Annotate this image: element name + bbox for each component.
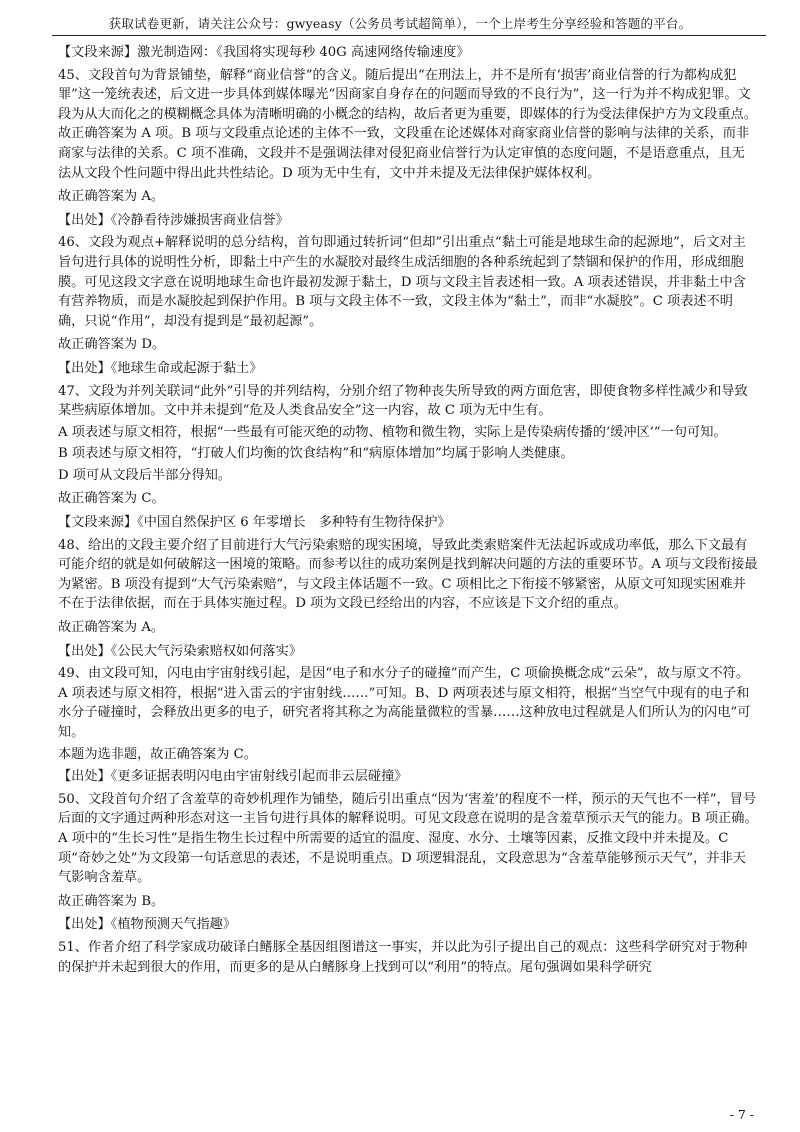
source-line: 【出处】《冷静看待涉嫌损害商业信誉》 [58, 212, 289, 228]
answer-line: 故正确答案为 A。 [58, 620, 165, 636]
source-line: 【出处】《地球生命或起源于黏土》 [58, 360, 263, 376]
answer-line: 故正确答案为 B。 [58, 893, 165, 909]
source-line: 【出处】《公民大气污染索赔权如何落实》 [58, 643, 302, 659]
paragraph: 48、给出的文段主要介绍了目前进行大气污染索赔的现实困境，导致此类索赔案件无法起诉或成功率低，那么下文最有可能介绍的就是如何破解这一困境的策略。而参考以往的成功案例是找到解决问题的方法的重要环节。A 项与文段衔接最为紧密。B 项没有提到“大气污染索赔”，与文段主体话题不一致。C 项相比之下衔接不够紧密，从原文可知现实困难并不在于法律依据，而在于具体实施过程。D 项为文段已经给出的内容，不应该是下文介绍的重点。 [58, 537, 758, 612]
answer-line: 故正确答案为 C。 [58, 491, 165, 507]
page-number: - 7 - [729, 1107, 754, 1122]
paragraph: 50、文段首句介绍了含羞草的奇妙机理作为铺垫，随后引出重点“因为‘害羞’的程度不一样，预示的天气也不一样”，冒号后面的文字通过两种形态对这一主旨句进行具体的解释说明。可见文段意在说明的是含羞草预示天气的能力。B 项正确。A 项中的“生长习性”是指生物生长过程中所需要的适宜的温度、湿度、水分、土壤等因素，反推文段中并未提及。C 项“奇妙之处”为文段第一句话意思的表述，不是说明重点。D 项逻辑混乱，文段意思为“含羞草能够预示天气”，并非天气影响含羞草。 [58, 791, 758, 886]
paragraph: D 项可从文段后半部分得知。 [58, 467, 232, 483]
page-header: 获取试卷更新，请关注公众号：gwyeasy（公务员考试超简单），一个上岸考生分享经验和答题的平台。 [108, 16, 692, 31]
source-line: 【文段来源】激光制造网：《我国将实现每秒 40G 高速网络传输速度》 [58, 45, 470, 60]
paragraph: 47、文段为并列关联词“此外”引导的并列结构，分别介绍了物种丧失所导致的两方面危害，即使食物多样性减少和导致某些病原体增加。文中并未提到“危及人类食品安全”这一内容，故 C 项为无中生有。 [58, 383, 748, 419]
source-line: 【出处】《植物预测天气指趣》 [58, 917, 237, 933]
paragraph: 51、作者介绍了科学家成功破译白鳍豚全基因组图谱这一事实，并以此为引子提出自己的观点：这些科学研究对于物种的保护并未起到很大的作用，而更多的是从白鳍豚身上找到可以“利用”的特点。尾句强调如果科学研究 [58, 939, 748, 975]
answer-line: 故正确答案为 D。 [58, 337, 166, 353]
paragraph: A 项表述与原文相符，根据“一些最有可能灭绝的动物、植物和微生物，实际上是传染病传播的‘缓冲区’”一句可知。 [58, 424, 727, 440]
answer-line: 故正确答案为 A。 [58, 189, 165, 205]
header-divider [52, 35, 766, 36]
source-line: 【文段来源】《中国自然保护区 6 年零增长 多种特有生物待保护》 [58, 515, 451, 531]
paragraph: 46、文段为观点+解释说明的总分结构，首句即通过转折词“但却”引出重点“黏土可能是地球生命的起源地”，后文对主旨句进行具体的说明性分析，即黏土中产生的水凝胶对最终生成活细胞的各种系统起到了禁锢和保护的作用，形成细胞膜。可见这段文字意在说明地球生命也许最初发源于黏土，D 项与文段主旨表述相一致。A 项表述错误，并非黏土中含有营养物质，而是水凝胶起到保护作用。B 项与文段主体不一致，文段主体为“黏土”，而非“水凝胶”。C 项表述不明确，只说“作用”，却没有提到是“最初起源”。 [58, 235, 746, 329]
paragraph: 本题为选非题，故正确答案为 C。 [58, 746, 257, 762]
paragraph: B 项表述与原文相符，“打破人们均衡的饮食结构”和“病原体增加”均属于影响人类健康。 [58, 446, 574, 462]
paragraph: 49、由文段可知，闪电由宇宙射线引起，是因“电子和水分子的碰撞”而产生，C 项偷换概念成“云朵”，故与原文不符。A 项表述与原文相符，根据“进入雷云的宇宙射线……”可知。B、D 两项表述与原文相符，根据“当空气中现有的电子和水分子碰撞时，会释放出更多的电子，研究者将其称之为高能量微粒的雪暴……这种放电过程就是人们所认为的闪电”可知。 [58, 666, 751, 740]
source-line: 【出处】《更多证据表明闪电由宇宙射线引起而非云层碰撞》 [58, 769, 408, 785]
document-body [58, 40, 758, 977]
paragraph: 45、文段首句为背景铺垫，解释“商业信誉”的含义。随后提出“在刑法上，并不是所有‘损害’商业信誉的行为都构成犯罪”这一笼统表述，后文进一步具体到媒体曝光“因商家自身存在的问题而导致的不良行为”，这一行为并不构成犯罪。文段为从大而化之的模糊概念具体为清晰明确的小概念的结构，故后者更为重要，即媒体的行为受法律保护方为文段重点。故正确答案为 A 项。B 项与文段重点论述的主体不一致，文段重在论述媒体对商家商业信誉的影响与法律的关系，而非商家与法律的关系。C 项不准确，文段并不是强调法律对侵犯商业信誉行为认定审慎的态度问题，不是语意重点，且无法从文段个性问题中得出此共性结论。D 项为无中生有，文中并未提及无法律保护媒体权利。 [58, 67, 757, 181]
